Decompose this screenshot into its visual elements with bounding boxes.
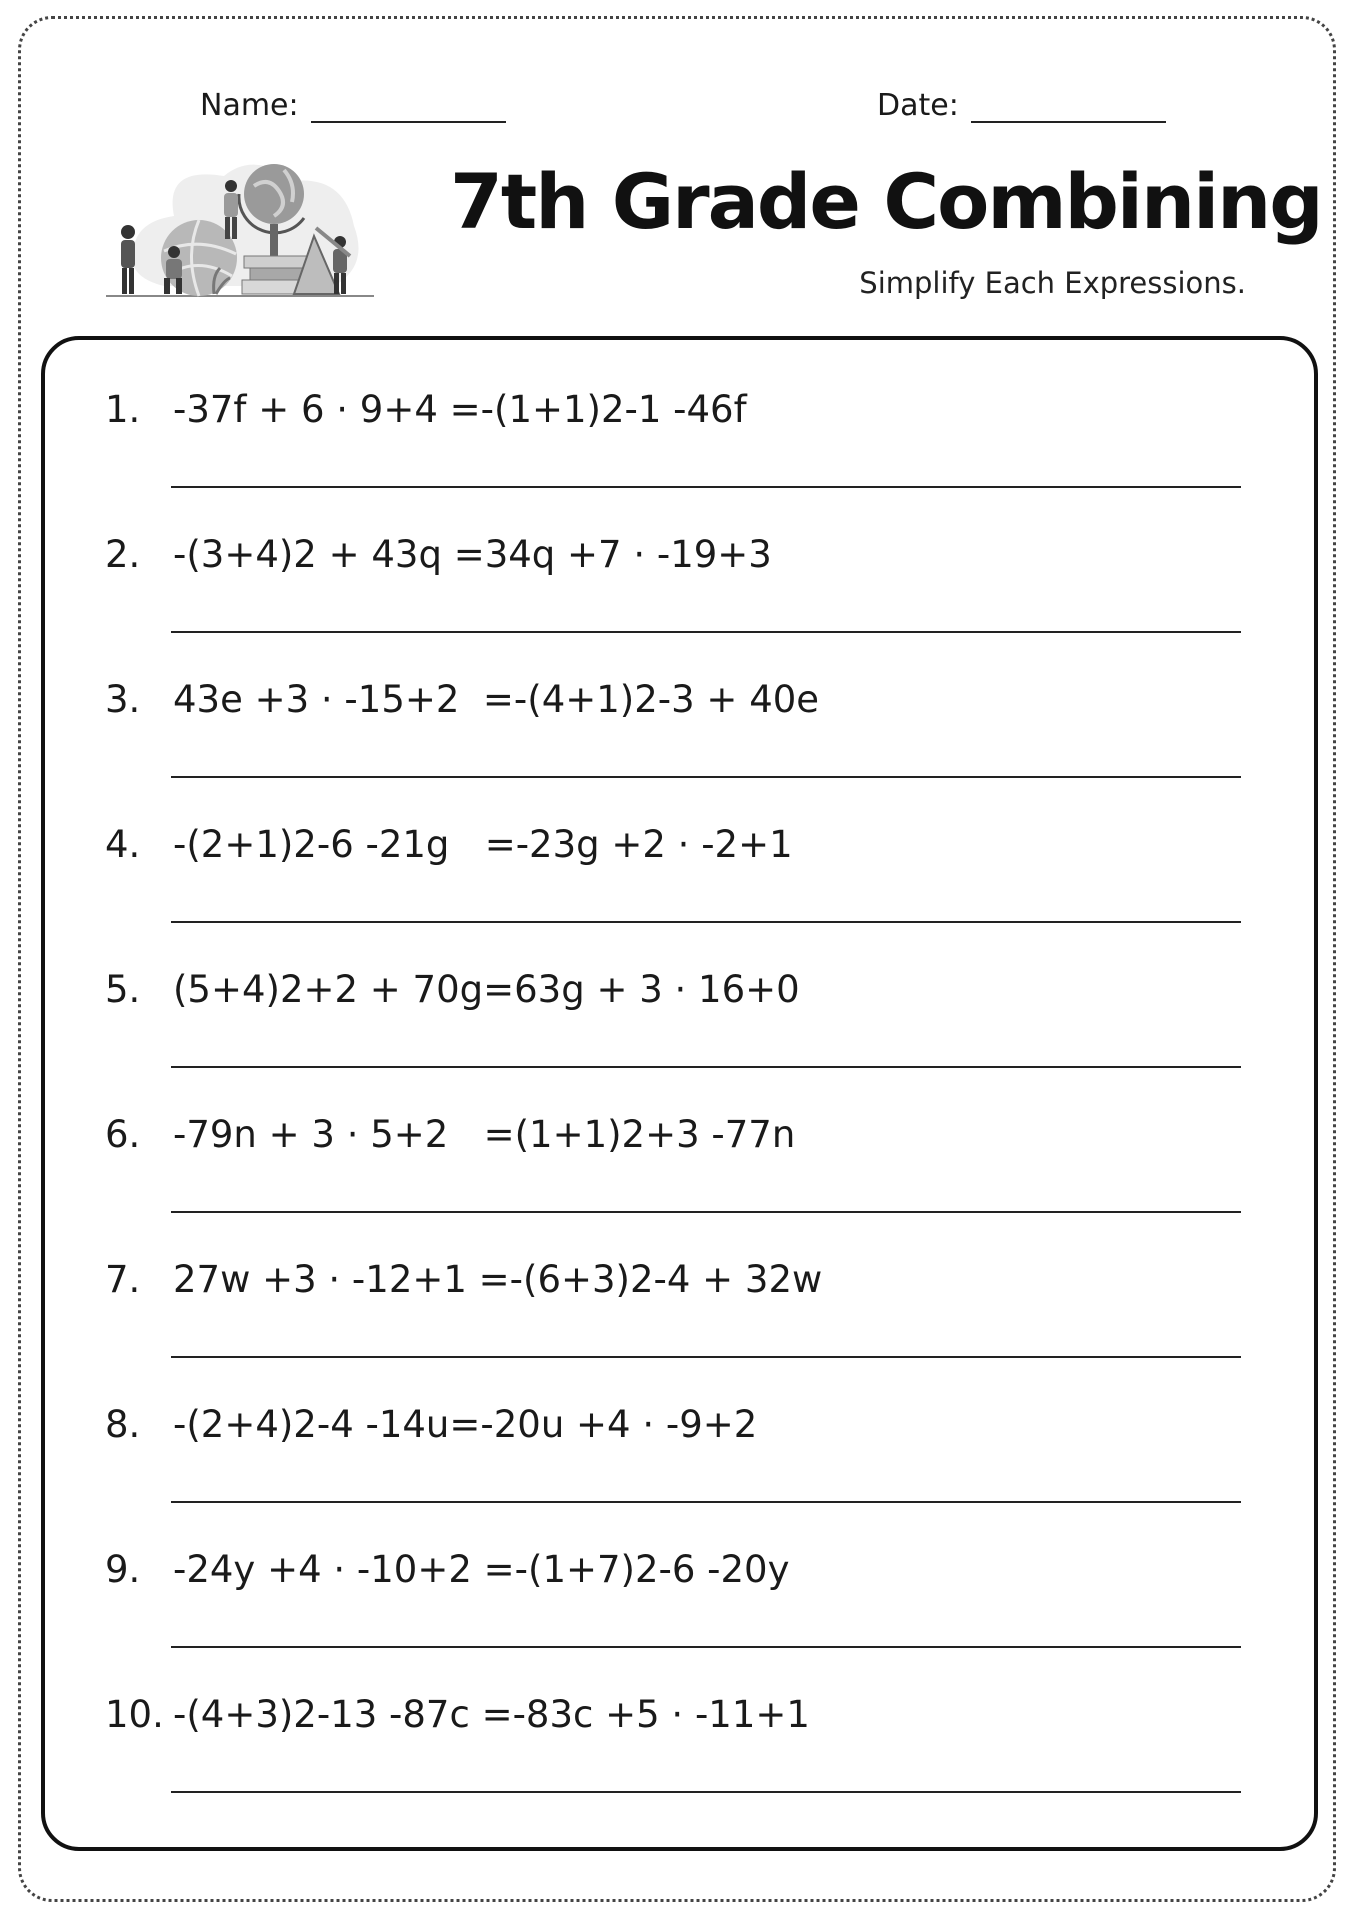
answer-line[interactable]	[171, 1066, 1241, 1068]
problem-expression: (5+4)2+2 + 70g=63g + 3 · 16+0	[173, 968, 800, 1011]
answer-line[interactable]	[171, 1211, 1241, 1213]
answer-line[interactable]	[171, 1646, 1241, 1648]
answer-line[interactable]	[171, 1791, 1241, 1793]
problem-expression: -(4+3)2-13 -87c =-83c +5 · -11+1	[173, 1693, 810, 1736]
answer-line[interactable]	[171, 776, 1241, 778]
problem-number: 1.	[105, 388, 141, 431]
problem-item	[105, 823, 1245, 968]
name-blank-line[interactable]	[311, 95, 506, 123]
problem-number: 8.	[105, 1403, 141, 1446]
problem-number: 10.	[105, 1693, 164, 1736]
problem-item	[105, 678, 1245, 823]
problem-number: 3.	[105, 678, 141, 721]
problem-text	[105, 1258, 822, 1302]
problem-text	[105, 1113, 795, 1157]
problem-expression: -(2+4)2-4 -14u=-20u +4 · -9+2	[173, 1403, 758, 1446]
problem-number: 2.	[105, 533, 141, 576]
answer-line[interactable]	[171, 921, 1241, 923]
problem-item	[105, 1403, 1245, 1548]
answer-line[interactable]	[171, 1356, 1241, 1358]
problem-expression: 27w +3 · -12+1 =-(6+3)2-4 + 32w	[173, 1258, 823, 1301]
problem-expression: 43e +3 · -15+2 =-(4+1)2-3 + 40e	[173, 678, 820, 721]
problem-item	[105, 533, 1245, 678]
problem-number: 4.	[105, 823, 141, 866]
problem-text	[105, 533, 772, 577]
problem-number: 6.	[105, 1113, 141, 1156]
problem-item	[105, 968, 1245, 1113]
date-blank-line[interactable]	[971, 95, 1166, 123]
problem-text	[105, 823, 793, 867]
date-label: Date:	[877, 88, 959, 123]
problem-number: 7.	[105, 1258, 141, 1301]
problem-expression: -24y +4 · -10+2 =-(1+7)2-6 -20y	[173, 1548, 790, 1591]
problem-text	[105, 1693, 810, 1737]
problem-item	[105, 1113, 1245, 1258]
problem-number: 9.	[105, 1548, 141, 1591]
problem-text	[105, 1403, 757, 1447]
date-field	[877, 88, 1166, 123]
problem-expression: -(2+1)2-6 -21g =-23g +2 · -2+1	[173, 823, 793, 866]
problem-item	[105, 1693, 1245, 1838]
problem-expression: -79n + 3 · 5+2 =(1+1)2+3 -77n	[173, 1113, 796, 1156]
answer-line[interactable]	[171, 631, 1241, 633]
name-label: Name:	[200, 88, 299, 123]
students-globe-illustration-icon	[104, 156, 376, 298]
problem-item	[105, 1258, 1245, 1403]
problem-expression: -(3+4)2 + 43q =34q +7 · -19+3	[173, 533, 772, 576]
page-subtitle: Simplify Each Expressions.	[859, 266, 1246, 300]
problem-text	[105, 388, 747, 432]
problem-item	[105, 388, 1245, 533]
name-field	[200, 88, 506, 123]
problem-text	[105, 1548, 789, 1592]
page-title: 7th Grade Combining	[450, 157, 1322, 246]
problem-text	[105, 968, 800, 1012]
problem-item	[105, 1548, 1245, 1693]
problem-text	[105, 678, 819, 722]
answer-line[interactable]	[171, 486, 1241, 488]
answer-line[interactable]	[171, 1501, 1241, 1503]
problem-number: 5.	[105, 968, 141, 1011]
problem-expression: -37f + 6 · 9+4 =-(1+1)2-1 -46f	[173, 388, 747, 431]
